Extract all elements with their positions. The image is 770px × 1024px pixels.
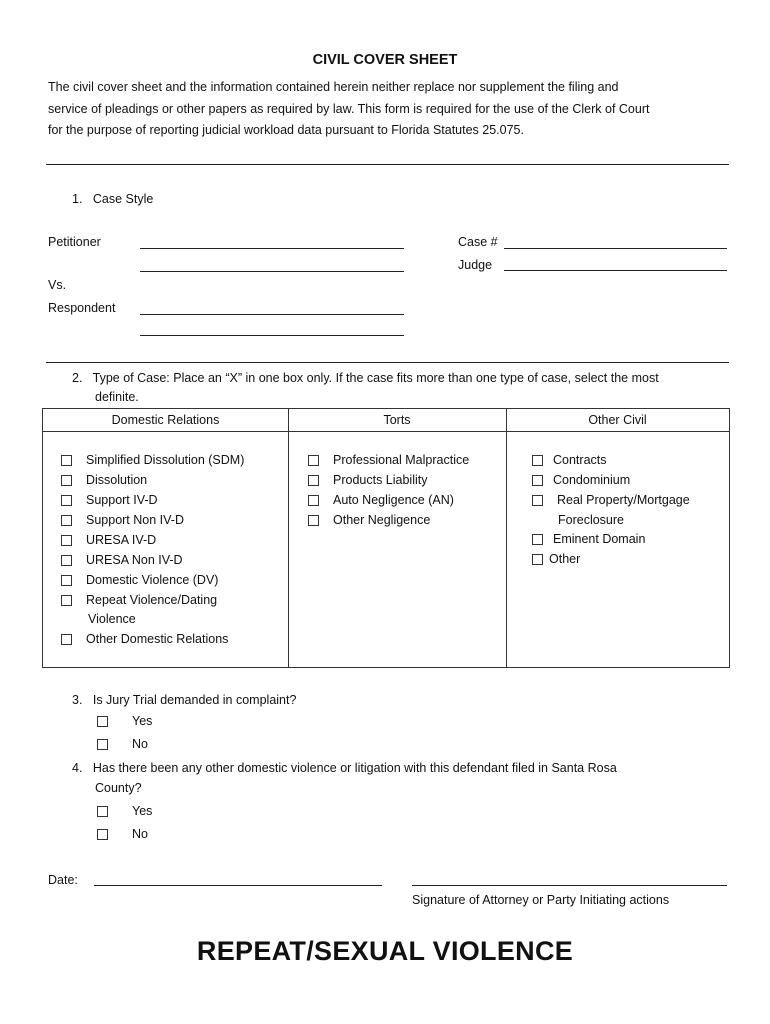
option-support-non-iv-d[interactable]: Support Non IV-D (61, 510, 184, 530)
section1-heading: 1. Case Style (72, 192, 154, 206)
section2-heading: 2. Type of Case: Place an “X” in one box only. If the case fits more than one type of case, select the most (72, 371, 659, 385)
checkbox[interactable] (61, 455, 72, 466)
option-repeat-violence[interactable]: Repeat Violence/Dating (61, 590, 217, 610)
checkbox[interactable] (532, 495, 543, 506)
checkbox[interactable] (61, 555, 72, 566)
column-divider (288, 409, 289, 667)
section3-heading: 3. Is Jury Trial demanded in complaint? (72, 693, 297, 707)
column-header-torts: Torts (383, 413, 411, 427)
option-real-property-cont: Foreclosure (558, 513, 624, 527)
checkbox[interactable] (61, 575, 72, 586)
checkbox[interactable] (97, 716, 108, 727)
signature-field[interactable] (412, 885, 727, 886)
checkbox[interactable] (308, 475, 319, 486)
column-header-domestic: Domestic Relations (111, 413, 220, 427)
checkbox[interactable] (532, 554, 543, 565)
respondent-field-2[interactable] (140, 335, 404, 336)
intro-paragraph (48, 77, 738, 142)
option-contracts[interactable]: Contracts (532, 450, 607, 470)
section-divider (46, 362, 729, 363)
case-type-table (42, 408, 730, 668)
option-uresa-non-iv-d[interactable]: URESA Non IV-D (61, 550, 183, 570)
option-domestic-violence[interactable]: Domestic Violence (DV) (61, 570, 218, 590)
option-dissolution[interactable]: Dissolution (61, 470, 147, 490)
option-uresa-iv-d[interactable]: URESA IV-D (61, 530, 156, 550)
petitioner-label: Petitioner (48, 235, 101, 249)
section4-heading: 4. Has there been any other domestic violence or litigation with this defendant filed in Santa Rosa (72, 761, 617, 775)
vs-label: Vs. (48, 278, 67, 292)
section2-heading-cont: definite. (95, 390, 139, 404)
option-condominium[interactable]: Condominium (532, 470, 630, 490)
checkbox[interactable] (61, 475, 72, 486)
case-number-label: Case # (458, 235, 498, 249)
judge-field[interactable] (504, 270, 727, 271)
prior-case-yes-option[interactable]: Yes (97, 801, 152, 821)
respondent-label: Respondent (48, 301, 116, 315)
checkbox[interactable] (97, 829, 108, 840)
intro-line: service of pleadings or other papers as required by law. This form is required for the use of the Clerk of Court (48, 101, 650, 116)
checkbox[interactable] (61, 634, 72, 645)
checkbox[interactable] (61, 515, 72, 526)
checkbox[interactable] (308, 495, 319, 506)
option-other-negligence[interactable]: Other Negligence (308, 510, 430, 530)
checkbox[interactable] (97, 739, 108, 750)
option-repeat-violence-cont: Violence (88, 612, 136, 626)
option-eminent-domain[interactable]: Eminent Domain (532, 529, 645, 549)
checkbox[interactable] (61, 595, 72, 606)
option-auto-negligence[interactable]: Auto Negligence (AN) (308, 490, 454, 510)
checkbox[interactable] (61, 495, 72, 506)
header-divider (43, 431, 729, 432)
option-professional-malpractice[interactable]: Professional Malpractice (308, 450, 469, 470)
checkbox[interactable] (532, 475, 543, 486)
option-other-civil[interactable]: Other (532, 549, 580, 569)
respondent-field-1[interactable] (140, 314, 404, 315)
petitioner-field-2[interactable] (140, 271, 404, 272)
petitioner-field-1[interactable] (140, 248, 404, 249)
checkbox[interactable] (61, 535, 72, 546)
jury-yes-option[interactable]: Yes (97, 711, 152, 731)
form-title: CIVIL COVER SHEET (312, 52, 458, 68)
intro-line: for the purpose of reporting judicial workload data pursuant to Florida Statutes 25.075. (48, 123, 524, 137)
footer-title: REPEAT/SEXUAL VIOLENCE (196, 936, 574, 966)
signature-caption: Signature of Attorney or Party Initiating actions (412, 893, 670, 907)
section4-heading-cont: County? (95, 781, 142, 795)
checkbox[interactable] (308, 455, 319, 466)
date-label: Date: (48, 873, 78, 887)
checkbox[interactable] (532, 455, 543, 466)
intro-line: The civil cover sheet and the information contained herein neither replace nor supplement the filing and (48, 80, 619, 94)
option-simplified-dissolution[interactable]: Simplified Dissolution (SDM) (61, 450, 244, 470)
date-field[interactable] (94, 885, 382, 886)
option-products-liability[interactable]: Products Liability (308, 470, 428, 490)
option-other-domestic[interactable]: Other Domestic Relations (61, 629, 228, 649)
prior-case-no-option[interactable]: No (97, 824, 148, 844)
option-real-property[interactable]: Real Property/Mortgage (532, 490, 690, 510)
column-header-other-civil: Other Civil (588, 413, 647, 427)
option-support-iv-d[interactable]: Support IV-D (61, 490, 158, 510)
section-divider (46, 164, 729, 165)
checkbox[interactable] (308, 515, 319, 526)
column-divider (506, 409, 507, 667)
checkbox[interactable] (532, 534, 543, 545)
judge-label: Judge (458, 258, 493, 272)
jury-no-option[interactable]: No (97, 734, 148, 754)
checkbox[interactable] (97, 806, 108, 817)
case-number-field[interactable] (504, 248, 727, 249)
